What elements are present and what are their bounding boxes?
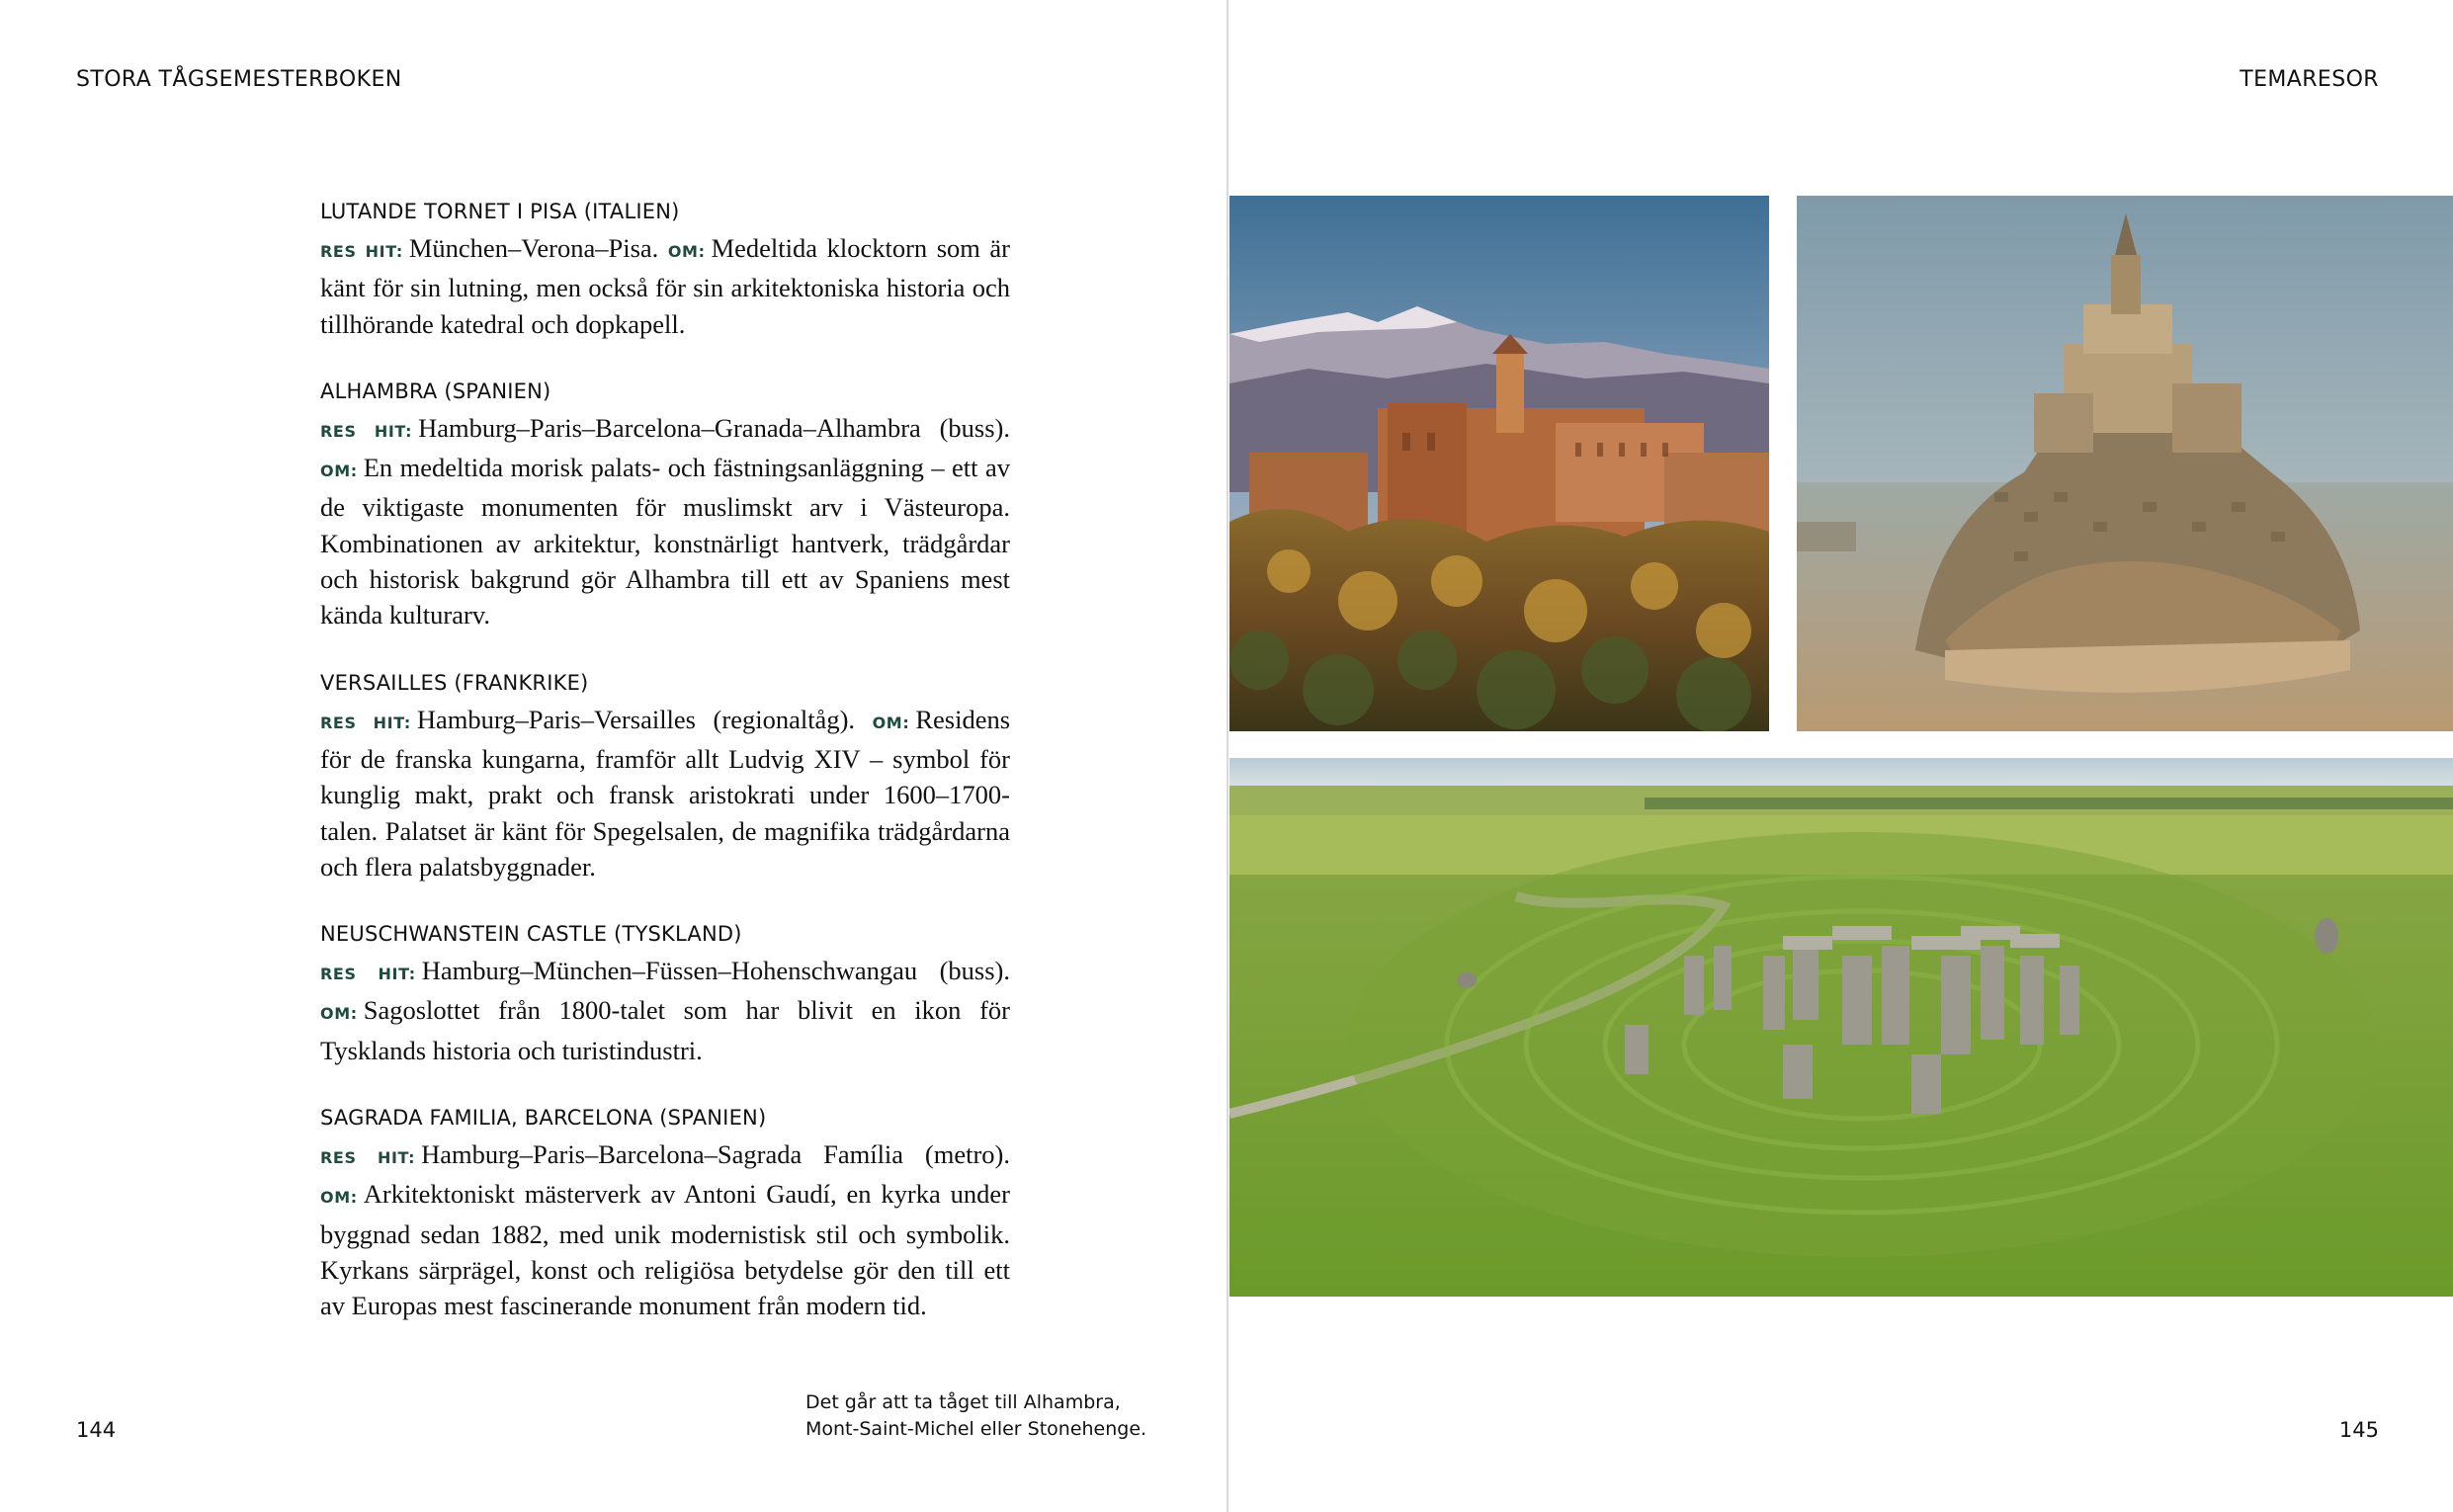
running-head-left: STORA TÅGSEMESTERBOKEN	[76, 67, 402, 92]
entry-title: VERSAILLES (FRANKRIKE)	[320, 670, 589, 695]
entry-body	[320, 953, 1010, 1068]
page-number-left: 144	[76, 1418, 117, 1442]
attraction-list	[320, 197, 1010, 1359]
route-text: Hamburg–München–Füssen–Hohenschwangau (buss).	[421, 956, 1010, 986]
about-text: Sagoslottet från 1800-talet som har blivit en ikon för Tysklands historia och turistindustri.	[320, 995, 1010, 1065]
page-number-right: 145	[2338, 1418, 2379, 1442]
entry-title: SAGRADA FAMILIA, BARCELONA (SPANIEN)	[320, 1106, 767, 1131]
caption-line: Det går att ta tåget till Alhambra,	[805, 1391, 1121, 1413]
route-text: Hamburg–Paris–Barcelona–Sagrada Família (metro).	[421, 1139, 1010, 1170]
route-text: Hamburg–Paris–Versailles (regionaltåg).	[416, 704, 856, 734]
entry-title: LUTANDE TORNET I PISA (ITALIEN)	[320, 200, 680, 223]
res-hit-label: RES HIT:	[320, 242, 403, 261]
entry-sagrada-familia	[320, 1103, 1010, 1323]
res-hit-label: RES HIT:	[320, 1148, 416, 1168]
entry-versailles	[320, 668, 1010, 884]
entry-neuschwanstein	[320, 919, 1010, 1068]
res-hit-label: RES HIT:	[320, 713, 411, 732]
caption-line: Mont-Saint-Michel eller Stonehenge.	[805, 1418, 1147, 1440]
om-label: OM:	[320, 1004, 358, 1024]
entry-body	[320, 702, 1010, 884]
entry-alhambra	[320, 377, 1010, 633]
about-text: Medeltida klocktorn som är känt för sin lutning, men också för sin arkitektoniska historia och tillhörande katedral och dopkapell.	[320, 233, 1011, 339]
entry-pisa	[320, 197, 1010, 342]
om-label: OM:	[320, 462, 358, 481]
alhambra-photo	[1229, 196, 1769, 731]
entry-title: ALHAMBRA (SPANIEN)	[320, 378, 551, 403]
entry-body	[320, 1136, 1010, 1323]
about-text: Arkitektoniskt mästerverk av Antoni Gaudí, en kyrka under byggnad sedan 1882, med unik modernistisk stil och symbolik. Kyrkans särprägel, konst och religiösa betydelse gör den till ett av Europas mest fascinerande monument från modern tid.	[320, 1179, 1010, 1321]
entry-body	[320, 230, 1010, 342]
om-label: OM:	[320, 1188, 358, 1208]
entry-body	[320, 410, 1010, 633]
right-page	[1228, 0, 2453, 1512]
route-text: Hamburg–Paris–Barcelona–Granada–Alhambra (buss).	[418, 412, 1010, 443]
res-hit-label: RES HIT:	[320, 965, 416, 984]
running-head-right: TEMARESOR	[2240, 67, 2379, 92]
photo-caption	[805, 1389, 1146, 1443]
stonehenge-photo	[1229, 758, 2453, 1297]
om-label: OM:	[872, 713, 910, 732]
om-label: OM:	[667, 242, 706, 261]
route-text: München–Verona–Pisa.	[408, 233, 659, 263]
entry-title: NEUSCHWANSTEIN CASTLE (TYSKLAND)	[320, 922, 742, 947]
about-text: Residens för de franska kungarna, framför allt Ludvig XIV – symbol för kunglig makt, prakt och fransk aristokrati under 1600–1700-talen. Palatset är känt för Spegelsalen, de magnifika trädgårdarna och flera palatsbyggnader.	[320, 704, 1011, 882]
mont-saint-michel-photo	[1797, 196, 2453, 731]
res-hit-label: RES HIT:	[320, 421, 413, 441]
about-text: En medeltida morisk palats- och fästningsanläggning – ett av de viktigaste monumenten för muslimskt arv i Västeuropa. Kombinationen av arkitektur, konstnärligt hantverk, trädgårdar och historisk bakgrund gör Alhambra till ett av Spaniens mest kända kulturarv.	[320, 453, 1010, 630]
